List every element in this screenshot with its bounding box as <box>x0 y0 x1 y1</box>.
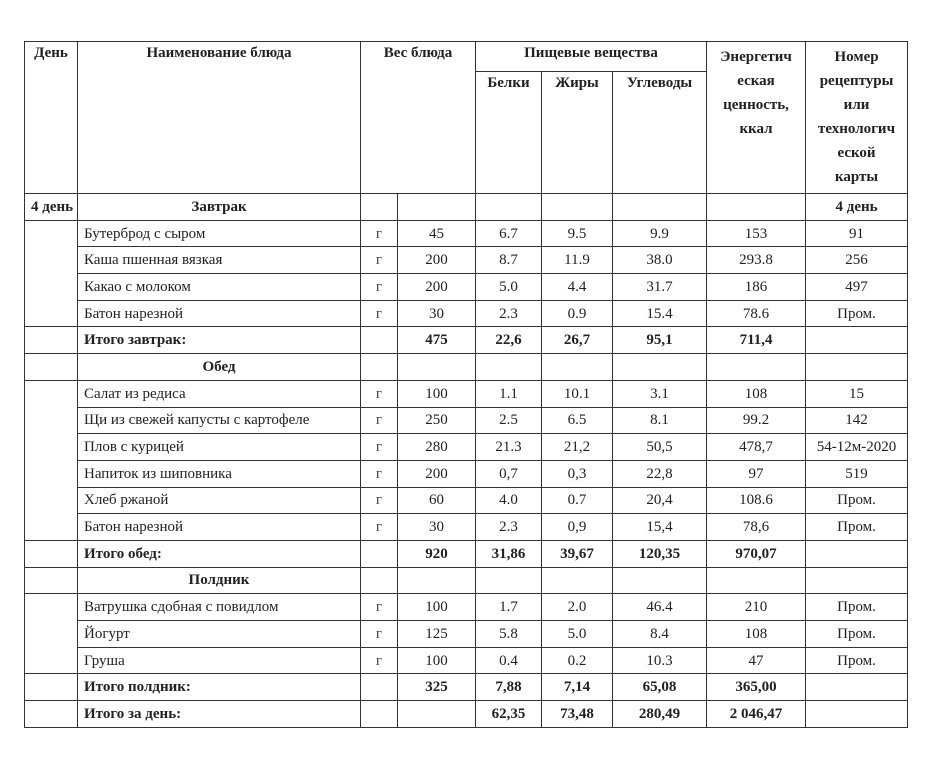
table-row <box>25 621 908 648</box>
table-row <box>25 514 908 541</box>
protein: 4.0 <box>476 487 542 514</box>
weight: 30 <box>398 514 476 541</box>
header-day: День <box>25 42 78 194</box>
total-fat: 7,14 <box>542 674 613 701</box>
unit: г <box>361 380 398 407</box>
fat: 4.4 <box>542 274 613 301</box>
dish-name: Какао с молоком <box>78 274 361 301</box>
total-carbs: 65,08 <box>613 674 707 701</box>
recipe-number: 497 <box>806 274 908 301</box>
unit: г <box>361 460 398 487</box>
header-recipe: Номер рецептуры или технологич еской карты <box>806 42 908 194</box>
total-carbs: 120,35 <box>613 540 707 567</box>
total-weight: 325 <box>398 674 476 701</box>
kcal: 108 <box>707 380 806 407</box>
unit: г <box>361 647 398 674</box>
protein: 8.7 <box>476 247 542 274</box>
fat: 0.9 <box>542 300 613 327</box>
table-row <box>25 594 908 621</box>
section-title-breakfast: Завтрак <box>78 194 361 221</box>
recipe-number: Пром. <box>806 647 908 674</box>
kcal: 97 <box>707 460 806 487</box>
menu-table <box>24 41 908 728</box>
carbs: 38.0 <box>613 247 707 274</box>
unit: г <box>361 300 398 327</box>
carbs: 9.9 <box>613 220 707 247</box>
unit: г <box>361 434 398 461</box>
weight: 100 <box>398 594 476 621</box>
table-row <box>25 300 908 327</box>
weight: 200 <box>398 247 476 274</box>
kcal: 186 <box>707 274 806 301</box>
carbs: 8.1 <box>613 407 707 434</box>
carbs: 3.1 <box>613 380 707 407</box>
total-row-snack <box>25 674 908 701</box>
protein: 2.3 <box>476 300 542 327</box>
total-protein: 7,88 <box>476 674 542 701</box>
fat: 5.0 <box>542 621 613 648</box>
recipe-number: 519 <box>806 460 908 487</box>
dish-name: Каша пшенная вязкая <box>78 247 361 274</box>
protein: 2.3 <box>476 514 542 541</box>
weight: 60 <box>398 487 476 514</box>
kcal: 153 <box>707 220 806 247</box>
kcal: 78.6 <box>707 300 806 327</box>
section-title-snack: Полдник <box>78 567 361 594</box>
day-total-carbs: 280,49 <box>613 701 707 728</box>
day-label: 4 день <box>25 194 78 221</box>
total-row-day <box>25 701 908 728</box>
header-dish-name: Наименование блюда <box>78 42 361 194</box>
recipe-number: Пром. <box>806 594 908 621</box>
kcal: 293.8 <box>707 247 806 274</box>
carbs: 15.4 <box>613 300 707 327</box>
weight: 30 <box>398 300 476 327</box>
weight: 280 <box>398 434 476 461</box>
recipe-number: 256 <box>806 247 908 274</box>
protein: 1.1 <box>476 380 542 407</box>
unit: г <box>361 274 398 301</box>
protein: 21.3 <box>476 434 542 461</box>
unit: г <box>361 514 398 541</box>
table-row <box>25 647 908 674</box>
dish-name: Плов с курицей <box>78 434 361 461</box>
kcal: 478,7 <box>707 434 806 461</box>
fat: 9.5 <box>542 220 613 247</box>
table-row <box>25 380 908 407</box>
total-label: Итого полдник: <box>78 674 361 701</box>
total-carbs: 95,1 <box>613 327 707 354</box>
recipe-number: 142 <box>806 407 908 434</box>
section-title-lunch: Обед <box>78 354 361 381</box>
total-weight: 475 <box>398 327 476 354</box>
header-nutrients: Пищевые вещества <box>476 42 707 72</box>
section-row-lunch <box>25 354 908 381</box>
protein: 1.7 <box>476 594 542 621</box>
day-total-fat: 73,48 <box>542 701 613 728</box>
dish-name: Напиток из шиповника <box>78 460 361 487</box>
day-total-kcal: 2 046,47 <box>707 701 806 728</box>
recipe-day-label: 4 день <box>806 194 908 221</box>
fat: 2.0 <box>542 594 613 621</box>
kcal: 99.2 <box>707 407 806 434</box>
carbs: 10.3 <box>613 647 707 674</box>
carbs: 15,4 <box>613 514 707 541</box>
fat: 0.7 <box>542 487 613 514</box>
weight: 100 <box>398 380 476 407</box>
carbs: 46.4 <box>613 594 707 621</box>
total-kcal: 365,00 <box>707 674 806 701</box>
table-row <box>25 487 908 514</box>
dish-name: Бутерброд с сыром <box>78 220 361 247</box>
total-weight: 920 <box>398 540 476 567</box>
dish-name: Груша <box>78 647 361 674</box>
protein: 5.8 <box>476 621 542 648</box>
total-label: Итого обед: <box>78 540 361 567</box>
dish-name: Ватрушка сдобная с повидлом <box>78 594 361 621</box>
fat: 21,2 <box>542 434 613 461</box>
header-protein: Белки <box>476 72 542 194</box>
unit: г <box>361 247 398 274</box>
recipe-number: 15 <box>806 380 908 407</box>
protein: 5.0 <box>476 274 542 301</box>
fat: 10.1 <box>542 380 613 407</box>
header-carbs: Углеводы <box>613 72 707 194</box>
recipe-number: 54-12м-2020 <box>806 434 908 461</box>
recipe-number: Пром. <box>806 487 908 514</box>
unit: г <box>361 407 398 434</box>
protein: 0.4 <box>476 647 542 674</box>
carbs: 8.4 <box>613 621 707 648</box>
total-kcal: 970,07 <box>707 540 806 567</box>
recipe-number: Пром. <box>806 300 908 327</box>
unit: г <box>361 621 398 648</box>
fat: 0.2 <box>542 647 613 674</box>
header-weight: Вес блюда <box>361 42 476 194</box>
fat: 11.9 <box>542 247 613 274</box>
total-protein: 31,86 <box>476 540 542 567</box>
recipe-number: Пром. <box>806 621 908 648</box>
carbs: 22,8 <box>613 460 707 487</box>
dish-name: Салат из редиса <box>78 380 361 407</box>
fat: 6.5 <box>542 407 613 434</box>
protein: 6.7 <box>476 220 542 247</box>
header-fat: Жиры <box>542 72 613 194</box>
fat: 0,3 <box>542 460 613 487</box>
table-row <box>25 274 908 301</box>
protein: 2.5 <box>476 407 542 434</box>
total-label: Итого завтрак: <box>78 327 361 354</box>
recipe-number: Пром. <box>806 514 908 541</box>
table-row <box>25 220 908 247</box>
unit: г <box>361 594 398 621</box>
weight: 100 <box>398 647 476 674</box>
unit: г <box>361 487 398 514</box>
total-kcal: 711,4 <box>707 327 806 354</box>
total-protein: 22,6 <box>476 327 542 354</box>
weight: 200 <box>398 274 476 301</box>
table-row <box>25 407 908 434</box>
carbs: 50,5 <box>613 434 707 461</box>
fat: 0,9 <box>542 514 613 541</box>
header-energy: Энергетич еская ценность, ккал <box>707 42 806 194</box>
kcal: 108.6 <box>707 487 806 514</box>
carbs: 31.7 <box>613 274 707 301</box>
kcal: 210 <box>707 594 806 621</box>
unit: г <box>361 220 398 247</box>
weight: 125 <box>398 621 476 648</box>
dish-name: Батон нарезной <box>78 300 361 327</box>
table-row <box>25 247 908 274</box>
weight: 250 <box>398 407 476 434</box>
table-row <box>25 434 908 461</box>
carbs: 20,4 <box>613 487 707 514</box>
weight: 45 <box>398 220 476 247</box>
recipe-number: 91 <box>806 220 908 247</box>
weight: 200 <box>398 460 476 487</box>
day-total-label: Итого за день: <box>78 701 361 728</box>
dish-name: Щи из свежей капусты с картофеле <box>78 407 361 434</box>
protein: 0,7 <box>476 460 542 487</box>
day-total-protein: 62,35 <box>476 701 542 728</box>
dish-name: Хлеб ржаной <box>78 487 361 514</box>
table-row <box>25 460 908 487</box>
kcal: 108 <box>707 621 806 648</box>
total-row-breakfast <box>25 327 908 354</box>
section-row-breakfast <box>25 194 908 221</box>
kcal: 78,6 <box>707 514 806 541</box>
section-row-snack <box>25 567 908 594</box>
dish-name: Йогурт <box>78 621 361 648</box>
total-fat: 39,67 <box>542 540 613 567</box>
kcal: 47 <box>707 647 806 674</box>
dish-name: Батон нарезной <box>78 514 361 541</box>
total-row-lunch <box>25 540 908 567</box>
total-fat: 26,7 <box>542 327 613 354</box>
